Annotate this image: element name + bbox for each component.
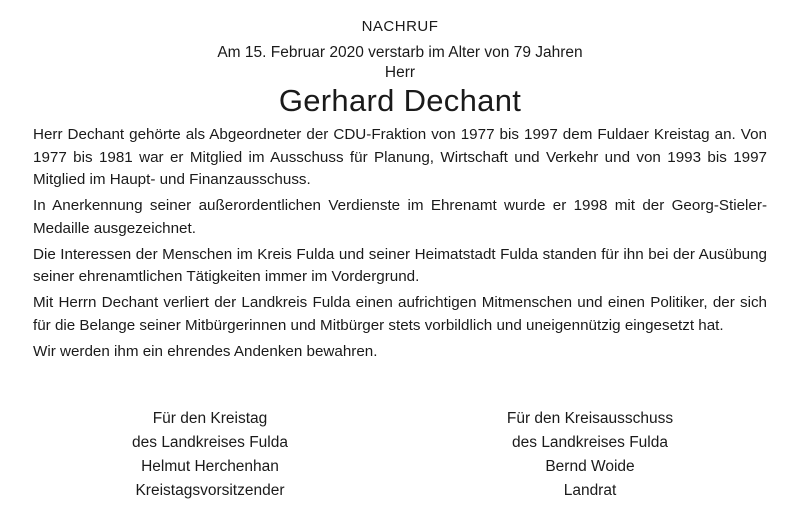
signature-line: Für den Kreistag xyxy=(152,410,268,427)
salutation: Herr xyxy=(384,64,416,81)
signatory-title: Kreistagsvorsitzender xyxy=(135,482,285,499)
paragraph-commitment: Die Interessen der Menschen im Kreis Fulda und seiner Heimatstadt Fulda standen für ihn bei der Ausübung seiner ehrenamtlichen Tätigkeiten immer im Vordergrund. xyxy=(33,245,767,285)
signature-line: Für den Kreisausschuss xyxy=(506,410,674,427)
signature-section xyxy=(0,407,800,507)
paragraph-career: Herr Dechant gehörte als Abgeordneter der CDU-Fraktion von 1977 bis 1997 dem Fuldaer Kreistag an. Von 1977 bis 1981 war er Mitglied im Ausschuss für Planung, Wirtschaft und Verkehr und von 1993 bis 1997 Mitglied im Haupt- und Finanzausschuss. xyxy=(33,126,767,188)
paragraph-tribute: Mit Herrn Dechant verliert der Landkreis Fulda einen aufrichtigen Mitmenschen und einen Politiker, der sich für die Belange seiner Mitbürgerinnen und Mitbürger stets vorbildlich und uneigennützig eingesetzt hat. xyxy=(33,294,767,334)
signature-line: des Landkreises Fulda xyxy=(132,434,288,451)
signatory-name: Bernd Woide xyxy=(545,458,635,475)
signatory-title: Landrat xyxy=(563,482,617,499)
paragraph-remembrance: Wir werden ihm ein ehrendes Andenken bewahren. xyxy=(33,342,378,360)
obituary-body xyxy=(33,124,767,363)
signature-kreistag xyxy=(105,407,315,503)
paragraph-award: In Anerkennung seiner außerordentlichen Verdienste im Ehrenamt wurde er 1998 mit der Georg-Stieler-Medaille ausgezeichnet. xyxy=(33,197,767,237)
signature-kreisausschuss xyxy=(475,407,705,503)
signatory-name: Helmut Herchenhan xyxy=(141,458,279,475)
notice-kicker: NACHRUF xyxy=(361,18,439,35)
signature-line: des Landkreises Fulda xyxy=(512,434,668,451)
deceased-name: Gerhard Dechant xyxy=(278,83,522,118)
death-announcement: Am 15. Februar 2020 verstarb im Alter von 79 Jahren xyxy=(217,44,583,61)
